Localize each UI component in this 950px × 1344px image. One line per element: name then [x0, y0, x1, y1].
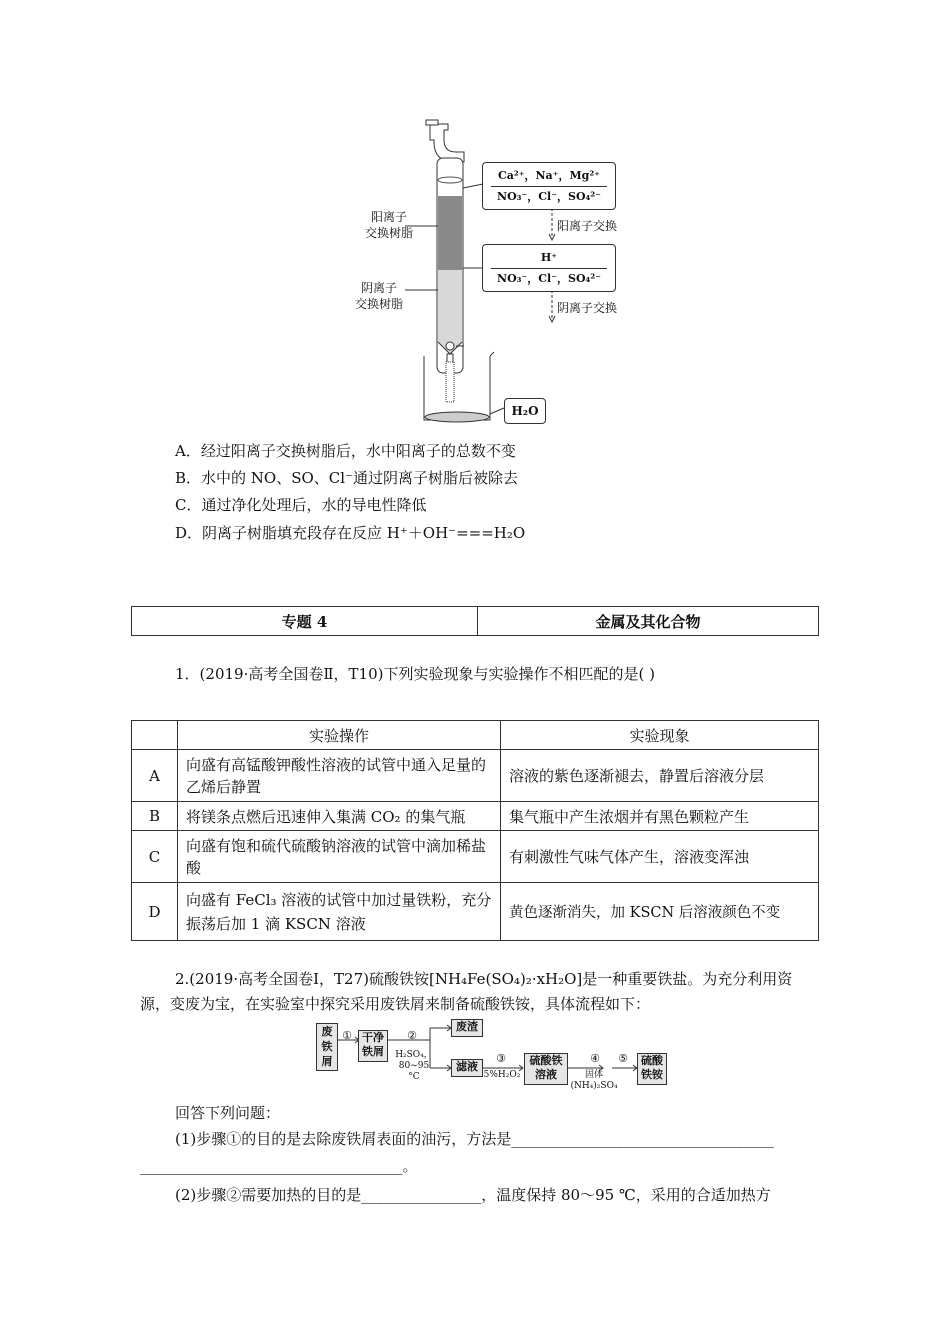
cation-exchange-label: 阳离子交换	[557, 219, 618, 233]
flow-step-4: ④	[590, 1052, 600, 1065]
row-phenomenon: 溶液的紫色逐渐褪去，静置后溶液分层	[501, 750, 819, 802]
flow-node-ferric-sulfate-solution: 硫酸铁溶液	[524, 1053, 568, 1085]
table-header-cell	[132, 721, 178, 750]
option-c: C．通过净化处理后，水的导电性降低	[175, 496, 427, 514]
option-a: A．经过阳离子交换树脂后，水中阳离子的总数不变	[175, 442, 516, 460]
q2-line1: 2.(2019·高考全国卷Ⅰ，T27)硫酸铁铵[NH₄Fe(SO₄)₂·xH₂O]是一种重要铁盐。为充分利用资	[175, 970, 793, 988]
table-header-cell: 实验操作	[178, 721, 501, 750]
anion-resin	[438, 270, 462, 342]
q1-table	[131, 720, 819, 941]
row-operation: 向盛有高锰酸钾酸性溶液的试管中通入足量的乙烯后静置	[178, 750, 501, 802]
flow-step-2: ②	[407, 1029, 417, 1042]
topic-table	[131, 606, 819, 636]
anion-resin-label: 阴离子 交换树脂	[355, 281, 404, 311]
row-key: D	[132, 883, 178, 941]
flow-node-filtrate: 滤液	[451, 1059, 483, 1077]
row-phenomenon: 黄色逐渐消失，加 KSCN 后溶液颜色不变	[501, 883, 819, 941]
table-row	[132, 802, 819, 831]
topic-title: 金属及其化合物	[478, 607, 819, 636]
q2-sub2: (2)步骤②需要加热的目的是________________，温度保持 80～95 ℃，采用的合适加热方	[175, 1186, 771, 1204]
anion-exchange-label: 阴离子交换	[557, 301, 618, 315]
table-header-row	[132, 721, 819, 750]
flow-step-2-condition: H₂SO₄，80~95 °C	[395, 1050, 433, 1082]
flow-node-scrap-iron: 废铁屑	[316, 1023, 338, 1071]
flow-step-3-condition: 5%H₂O₂	[483, 1070, 521, 1080]
flow-step-5: ⑤	[618, 1052, 628, 1065]
row-operation: 向盛有饱和硫代硫酸钠溶液的试管中滴加稀盐酸	[178, 831, 501, 883]
row-phenomenon: 集气瓶中产生浓烟并有黑色颗粒产生	[501, 802, 819, 831]
topic-number: 专题 4	[132, 607, 478, 636]
water-label: H₂O	[504, 398, 546, 424]
q1-stem: 1．(2019·高考全国卷Ⅱ，T10)下列实验现象与实验操作不相匹配的是( )	[175, 665, 655, 683]
flow-step-4-condition: 固体(NH₄)₂SO₄	[570, 1070, 618, 1091]
table-row	[132, 831, 819, 883]
row-operation: 向盛有 FeCl₃ 溶液的试管中加过量铁粉，充分振荡后加 1 滴 KSCN 溶液	[178, 883, 501, 941]
flow-step-1: ①	[342, 1029, 352, 1042]
q2-sub1-line1: (1)步骤①的目的是去除废铁屑表面的油污，方法是___________________________________	[175, 1130, 774, 1148]
cation-resin-label: 阳离子 交换树脂	[365, 210, 414, 240]
row-phenomenon: 有刺激性气味气体产生，溶液变浑浊	[501, 831, 819, 883]
flow-node-clean-iron: 干净铁屑	[358, 1030, 388, 1062]
table-row	[132, 750, 819, 802]
table-header-cell: 实验现象	[501, 721, 819, 750]
flow-node-ammonium-ferric-sulfate: 硫酸铁铵	[637, 1053, 667, 1085]
row-key: A	[132, 750, 178, 802]
flow-node-residue: 废渣	[451, 1019, 483, 1037]
row-operation: 将镁条点燃后迅速伸入集满 CO₂ 的集气瓶	[178, 802, 501, 831]
q2-sub1-line2: ___________________________________。	[140, 1157, 418, 1175]
q2-prompt: 回答下列问题：	[175, 1104, 281, 1122]
flow-step-3: ③	[496, 1052, 506, 1065]
option-b: B．水中的 NO、SO、Cl⁻通过阴离子树脂后被除去	[175, 469, 518, 487]
ion-box-before: Ca²⁺，Na⁺，Mg²⁺ NO₃⁻，Cl⁻，SO₄²⁻	[482, 162, 616, 210]
ion-box-after: H⁺ NO₃⁻，Cl⁻，SO₄²⁻	[482, 244, 616, 292]
option-d: D．阴离子树脂填充段存在反应 H⁺＋OH⁻===H₂O	[175, 524, 526, 542]
row-key: C	[132, 831, 178, 883]
faucet-icon	[430, 124, 464, 162]
row-key: B	[132, 802, 178, 831]
table-row	[132, 883, 819, 941]
cation-resin	[438, 196, 462, 270]
q2-line2: 源，变废为宝，在实验室中探究采用废铁屑来制备硫酸铁铵，具体流程如下：	[140, 995, 651, 1013]
